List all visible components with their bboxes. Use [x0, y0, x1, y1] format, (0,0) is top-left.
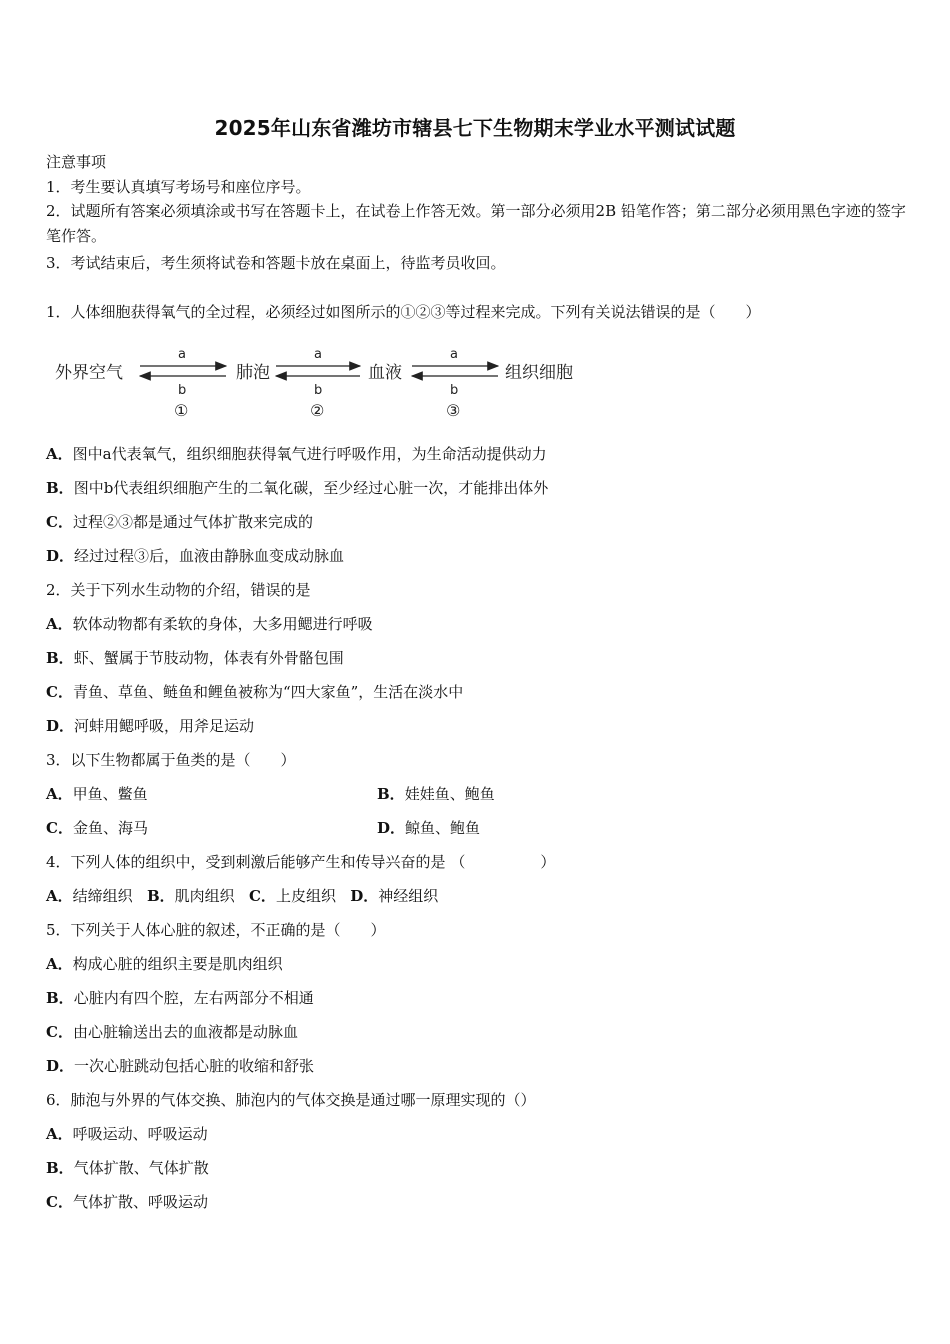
diagram-node: 肺泡 [236, 363, 270, 383]
arrow-label-a: a [450, 347, 458, 362]
option: A．呼吸运动、呼吸运动 [46, 1125, 208, 1143]
step-number: ② [310, 401, 325, 420]
step-number: ① [174, 401, 189, 420]
diagram-node: 外界空气 [55, 363, 123, 383]
diagram-node: 组织细胞 [505, 363, 573, 383]
question-stem: 3．以下生物都属于鱼类的是（ ） [46, 751, 296, 769]
option: C．过程②③都是通过气体扩散来完成的 [46, 513, 313, 531]
option: B．虾、蟹属于节肢动物，体表有外骨骼包围 [46, 649, 344, 667]
option: A．图中a代表氧气，组织细胞获得氧气进行呼吸作用，为生命活动提供动力 [46, 445, 547, 463]
gas-exchange-diagram [50, 340, 590, 426]
option: C．青鱼、草鱼、鲢鱼和鲤鱼被称为“四大家鱼”，生活在淡水中 [46, 683, 464, 701]
option: B．气体扩散、气体扩散 [46, 1159, 209, 1177]
notice-item: 1．考生要认真填写考场号和座位序号。 [46, 178, 311, 196]
option: D．鲸鱼、鲍鱼 [377, 819, 481, 837]
option: C．气体扩散、呼吸运动 [46, 1193, 208, 1211]
arrow-label-b: b [314, 383, 323, 398]
page-title: 2025年山东省潍坊市辖县七下生物期末学业水平测试试题 [214, 116, 736, 140]
option: A．构成心脏的组织主要是肌肉组织 [46, 955, 283, 973]
option: B．娃娃鱼、鲍鱼 [377, 785, 495, 803]
arrow-label-b: b [450, 383, 459, 398]
option: C．由心脏输送出去的血液都是动脉血 [46, 1023, 298, 1041]
question-stem: 5．下列关于人体心脏的叙述，不正确的是（ ） [46, 921, 386, 939]
option: D．河蚌用鳃呼吸，用斧足运动 [46, 717, 255, 735]
arrow-label-a: a [178, 347, 186, 362]
option: C．金鱼、海马 [46, 819, 148, 837]
option: A．甲鱼、鳖鱼 [46, 785, 148, 803]
step-number: ③ [446, 401, 461, 420]
notice-item: 3．考试结束后，考生须将试卷和答题卡放在桌面上，待监考员收回。 [46, 254, 506, 272]
arrow-label-a: a [314, 347, 322, 362]
question-stem: 2．关于下列水生动物的介绍，错误的是 [46, 581, 311, 599]
arrow-label-b: b [178, 383, 187, 398]
question-stem: 4．下列人体的组织中，受到刺激后能够产生和传导兴奋的是 （ ） [46, 853, 556, 871]
option: A．软体动物都有柔软的身体，大多用鳃进行呼吸 [46, 615, 373, 633]
question-stem: 6．肺泡与外界的气体交换、肺泡内的气体交换是通过哪一原理实现的（） [46, 1091, 536, 1109]
question-stem: 1．人体细胞获得氧气的全过程，必须经过如图所示的①②③等过程来完成。下列有关说法错误的是（ ） [46, 303, 761, 321]
option-row: A．结缔组织 B．肌肉组织 C．上皮组织 D．神经组织 [46, 887, 439, 905]
diagram-node: 血液 [368, 363, 402, 383]
option: D．一次心脏跳动包括心脏的收缩和舒张 [46, 1057, 315, 1075]
notice-heading: 注意事项 [46, 153, 107, 171]
option: B．心脏内有四个腔，左右两部分不相通 [46, 989, 314, 1007]
option: B．图中b代表组织细胞产生的二氧化碳，至少经过心脏一次，才能排出体外 [46, 479, 549, 497]
notice-item: 2．试题所有答案必须填涂或书写在答题卡上，在试卷上作答无效。第一部分必须用2B 铅笔作答；第二部分必须用黑色字迹的签字笔作答。 [46, 202, 906, 245]
option: D．经过过程③后，血液由静脉血变成动脉血 [46, 547, 345, 565]
